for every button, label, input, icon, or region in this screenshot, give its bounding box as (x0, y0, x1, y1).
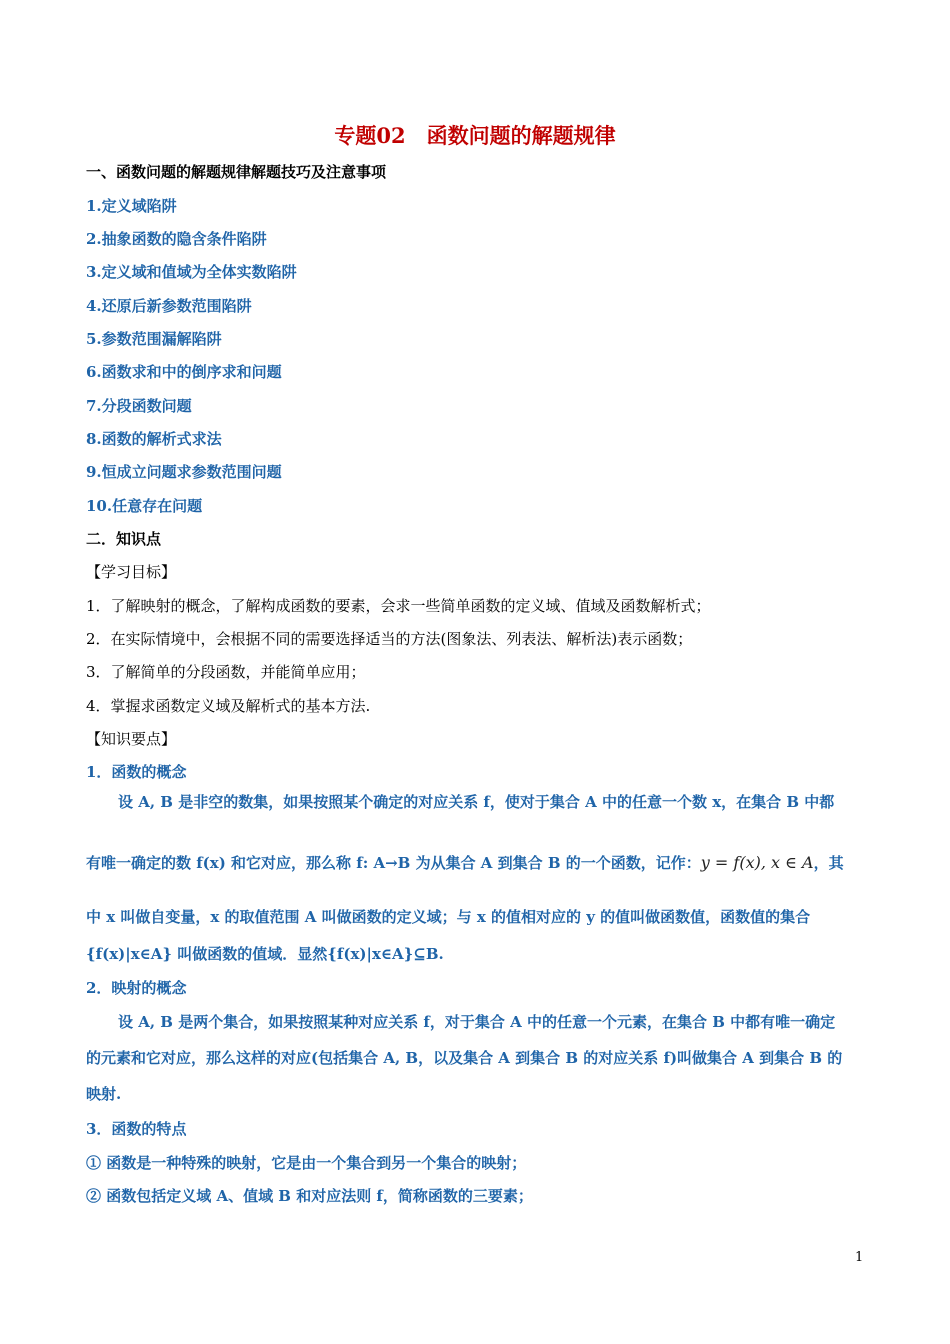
toc-item-8: 8.函数的解析式求法 (86, 430, 222, 448)
point2-line3: 映射. (86, 1085, 122, 1103)
toc-item-3: 3.定义域和值域为全体实数陷阱 (86, 263, 297, 281)
goal-4: 4．掌握求函数定义域及解析式的基本方法. (86, 697, 371, 715)
toc-item-4: 4.还原后新参数范围陷阱 (86, 297, 252, 315)
point2-line1: 设 A, B 是两个集合，如果按照某种对应关系 f，对于集合 A 中的任意一个元素，在集合 B 中都有唯一确定 (118, 1013, 836, 1031)
page-number: 1 (855, 1250, 864, 1265)
point1-line2-tail: ，其 (813, 854, 844, 872)
point3-item-2: ② 函数包括定义域 A、值域 B 和对应法则 f，简称函数的三要素； (86, 1187, 533, 1205)
toc-item-6: 6.函数求和中的倒序求和问题 (86, 363, 282, 381)
toc-item-5: 5.参数范围漏解陷阱 (86, 330, 222, 348)
point1-line4: {f(x)|x∈A} 叫做函数的值域．显然{f(x)|x∈A}⊆B. (86, 945, 444, 963)
goal-2: 2．在实际情境中，会根据不同的需要选择适当的方法(图象法、列表法、解析法)表示函数； (86, 630, 693, 648)
goal-3: 3．了解简单的分段函数，并能简单应用； (86, 663, 366, 681)
point1-line2 (86, 853, 844, 873)
page-title: 专题02 函数问题的解题规律 (334, 123, 616, 148)
goals-heading: 【学习目标】 (86, 563, 177, 581)
section1-heading: 一、函数问题的解题规律解题技巧及注意事项 (86, 163, 387, 181)
toc-item-2: 2.抽象函数的隐含条件陷阱 (86, 230, 267, 248)
toc-item-10: 10.任意存在问题 (86, 497, 203, 515)
point2-heading: 2．映射的概念 (86, 979, 187, 997)
point1-line3: 中 x 叫做自变量，x 的取值范围 A 叫做函数的定义域；与 x 的值相对应的 y 的值叫做函数值，函数值的集合 (86, 908, 811, 926)
point1-line2-text: 有唯一确定的数 f(x) 和它对应，那么称 f: A→B 为从集合 A 到集合 B 的一个函数，记作： (86, 854, 701, 872)
point3-heading: 3．函数的特点 (86, 1120, 187, 1138)
point1-line1: 设 A, B 是非空的数集，如果按照某个确定的对应关系 f，使对于集合 A 中的任意一个数 x，在集合 B 中都 (118, 793, 835, 811)
points-heading: 【知识要点】 (86, 730, 177, 748)
toc-item-9: 9.恒成立问题求参数范围问题 (86, 463, 282, 481)
section2-heading: 二．知识点 (86, 530, 162, 548)
toc-item-7: 7.分段函数问题 (86, 397, 192, 415)
goal-1: 1．了解映射的概念，了解构成函数的要素，会求一些简单函数的定义域、值域及函数解析式； (86, 597, 711, 615)
point1-heading: 1．函数的概念 (86, 763, 187, 781)
point1-formula: y = f(x), x ∈ A (700, 853, 814, 872)
toc-item-1: 1.定义域陷阱 (86, 197, 177, 215)
point2-line2: 的元素和它对应，那么这样的对应(包括集合 A, B，以及集合 A 到集合 B 的对应关系 f)叫做集合 A 到集合 B 的 (86, 1049, 843, 1067)
point3-item-1: ① 函数是一种特殊的映射，它是由一个集合到另一个集合的映射； (86, 1154, 527, 1172)
